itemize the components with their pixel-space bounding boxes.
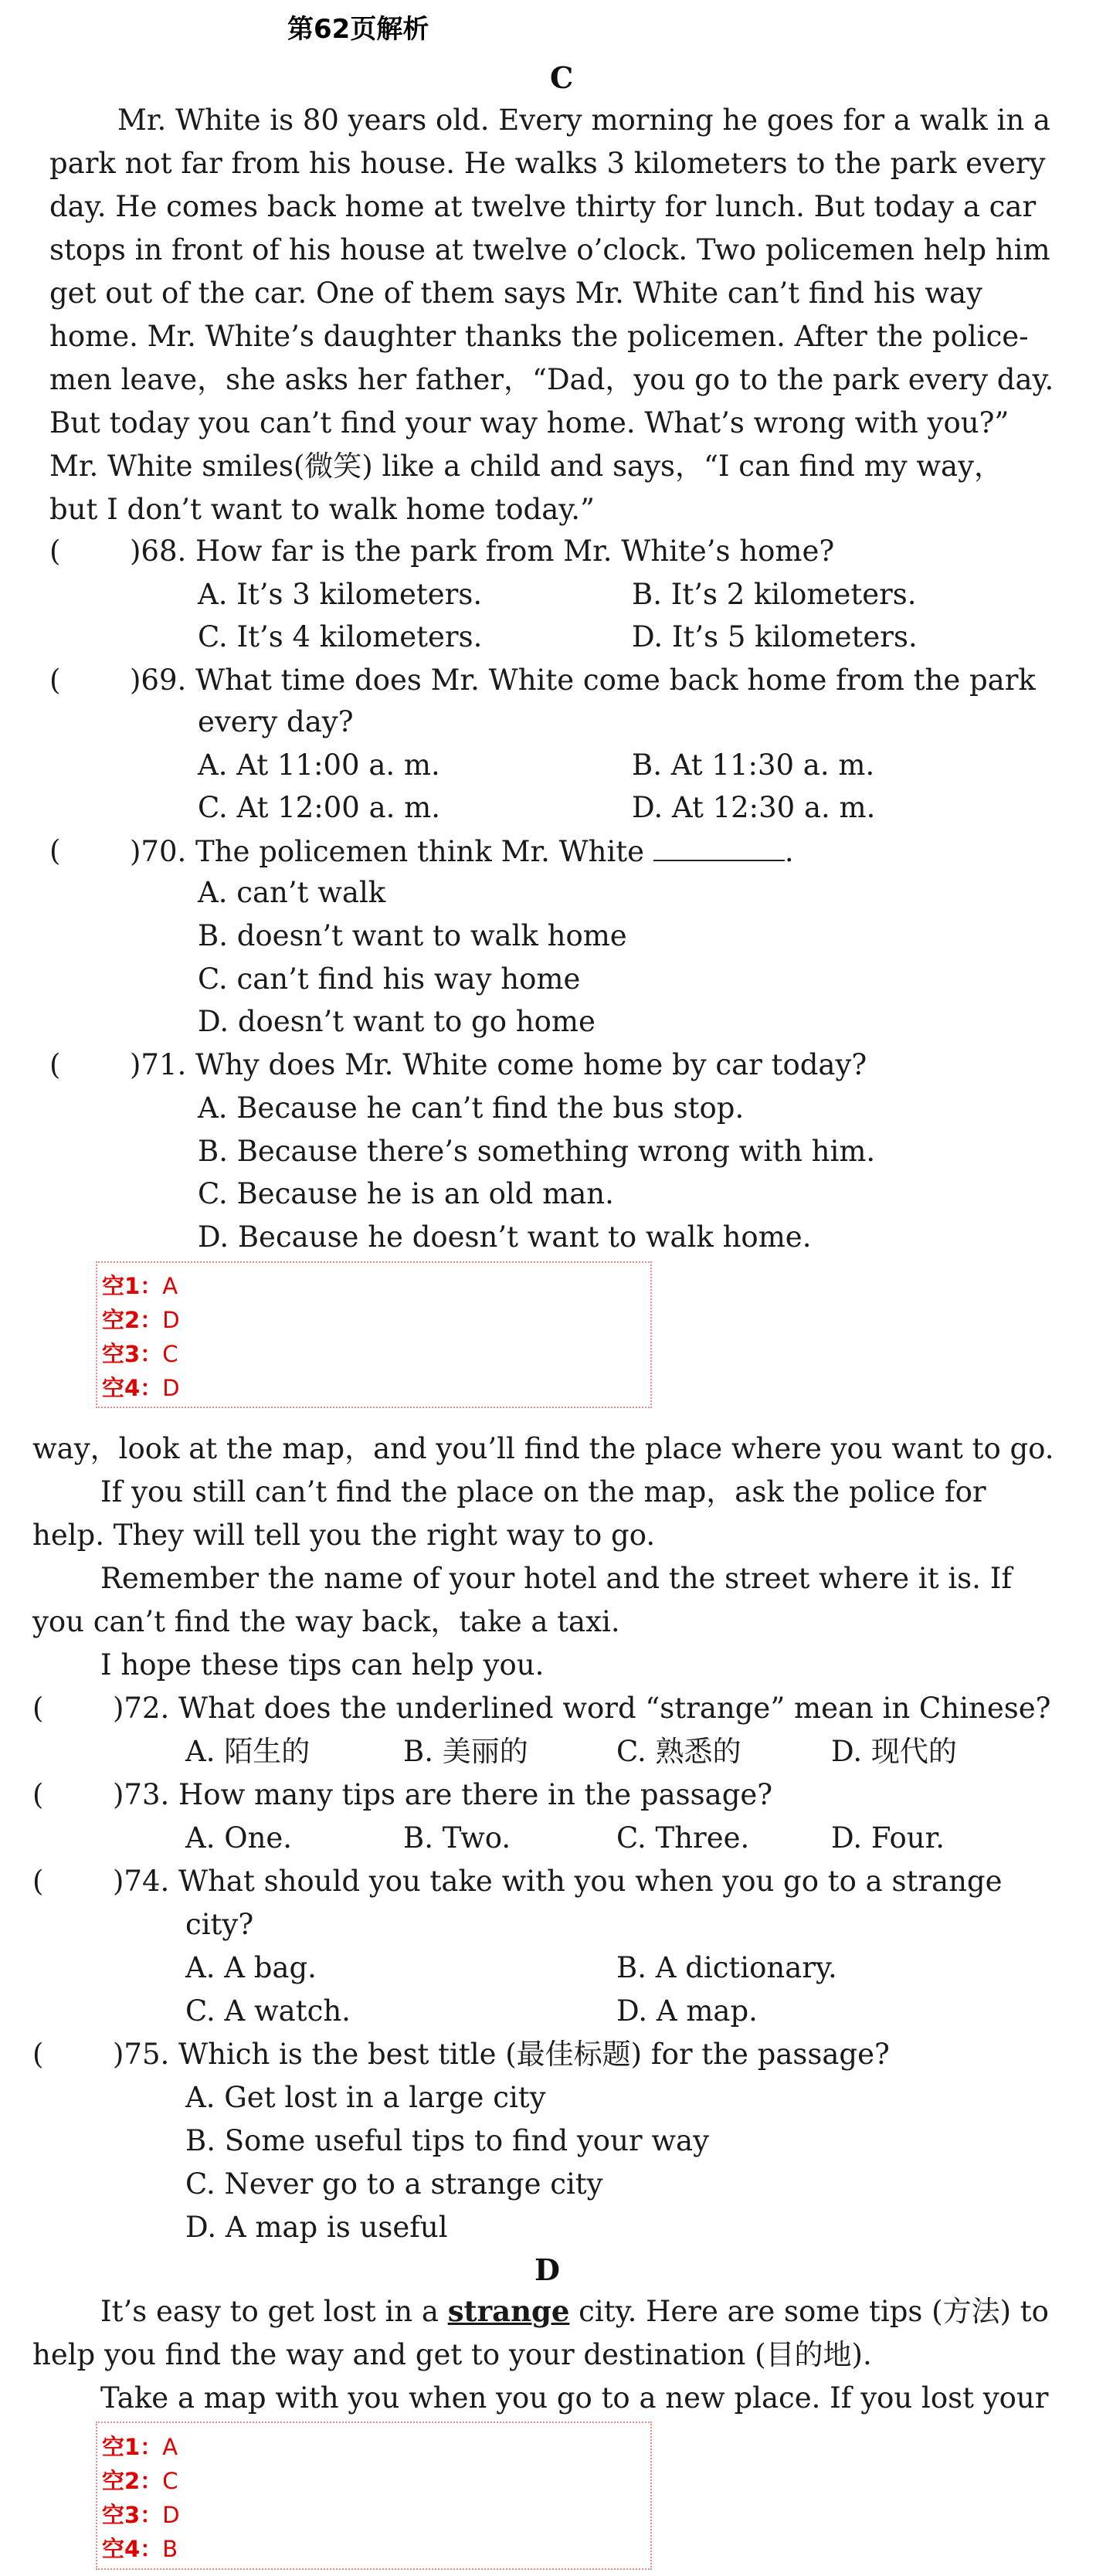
answer-label: 空2： <box>102 2468 163 2494</box>
passage-d-text: It’s easy to get lost in a <box>100 2295 448 2328</box>
underlined-word-strange: strange <box>447 2294 570 2328</box>
passage-c-line: park not far from his house. He walks 3 kilometers to the park every <box>49 147 1046 180</box>
passage-d-line: Remember the name of your hotel and the street where it is. If <box>100 1562 1013 1595</box>
passage-c-line: Mr. White is 80 years old. Every morning he goes for a walk in a <box>117 104 1050 137</box>
passage-d-intro-line: Take a map with you when you go to a new place. If you lost your <box>100 2381 1049 2415</box>
passage-c-line: But today you can’t find your way home. What’s wrong with you?” <box>49 406 1010 440</box>
passage-d-line: I hope these tips can help you. <box>100 1648 545 1682</box>
answer-value: D <box>162 1375 180 1401</box>
answer-item <box>102 1371 180 1403</box>
question-69-stem: )69. What time does Mr. White come back home from the park <box>130 664 1036 697</box>
question-68-option-d: D. It’s 5 kilometers. <box>632 620 918 653</box>
answer-label: 空4： <box>102 1375 163 1401</box>
question-71-option-d: D. Because he doesn’t want to walk home. <box>198 1220 812 1254</box>
question-69-option-b: B. At 11:30 a. m. <box>632 748 875 782</box>
answer-value: A <box>162 1273 178 1299</box>
answer-value: D <box>162 2502 180 2528</box>
passage-c-line: day. He comes back home at twelve thirty for lunch. But today a car <box>49 190 1037 223</box>
answer-bracket: ( <box>49 664 61 697</box>
question-69-option-d: D. At 12:30 a. m. <box>632 791 876 824</box>
answer-item <box>102 1269 178 1301</box>
question-71-option-c: C. Because he is an old man. <box>198 1177 614 1210</box>
question-74-stem: )74. What should you take with you when you go to a strange <box>113 1865 1003 1898</box>
question-72-option-c: C. 熟悉的 <box>616 1735 741 1768</box>
passage-c-line: men leave，she asks her father，“Dad，you go to the park every day. <box>49 363 1054 396</box>
passage-c-line: but I don’t want to walk home today.” <box>49 493 595 526</box>
passage-d-intro-line <box>100 2294 1049 2328</box>
question-68-option-b: B. It’s 2 kilometers. <box>632 578 917 611</box>
answer-label: 空3： <box>102 2502 163 2528</box>
question-68-option-a: A. It’s 3 kilometers. <box>198 578 483 611</box>
question-74-option-a: A. A bag. <box>185 1951 317 1984</box>
passage-d-line: help. They will tell you the right way to go. <box>32 1519 656 1552</box>
passage-d-line: way，look at the map，and you’ll find the place where you want to go. <box>32 1432 1054 1465</box>
answer-bracket: ( <box>32 1865 44 1898</box>
answer-item <box>102 2498 180 2530</box>
answer-value: D <box>162 1307 180 1333</box>
question-72-option-d: D. 现代的 <box>831 1735 957 1768</box>
answer-bracket: ( <box>32 1778 44 1811</box>
question-75-option-b: B. Some useful tips to find your way <box>185 2124 709 2157</box>
question-71-option-a: A. Because he can’t find the bus stop. <box>198 1091 745 1125</box>
passage-d-line: If you still can’t find the place on the map，ask the police for <box>100 1475 986 1509</box>
question-70-text: )70. The policemen think Mr. White <box>130 835 645 868</box>
question-69-option-a: A. At 11:00 a. m. <box>198 748 440 782</box>
question-72-option-a: A. 陌生的 <box>185 1735 310 1768</box>
question-69-stem-cont: every day? <box>198 705 354 738</box>
question-72-stem: )72. What does the underlined word “strange” mean in Chinese? <box>113 1692 1051 1725</box>
section-heading-d: D <box>534 2252 560 2287</box>
answer-bracket: ( <box>49 535 61 568</box>
section-heading-c: C <box>550 60 574 95</box>
question-70-option-d: D. doesn’t want to go home <box>198 1005 596 1038</box>
answer-value: C <box>162 1341 178 1367</box>
question-70-option-a: A. can’t walk <box>198 876 386 909</box>
question-70-option-c: C. can’t find his way home <box>198 962 581 996</box>
question-75-stem: )75. Which is the best title (最佳标题) for the passage? <box>113 2038 890 2071</box>
question-74-option-d: D. A map. <box>616 1994 758 2028</box>
answer-bracket: ( <box>32 1692 44 1725</box>
question-71-stem: )71. Why does Mr. White come home by car today? <box>130 1048 867 1081</box>
question-73-option-a: A. One. <box>185 1821 293 1855</box>
question-73-option-c: C. Three. <box>616 1821 750 1855</box>
answer-label: 空1： <box>102 2434 163 2460</box>
question-73-option-b: B. Two. <box>403 1821 511 1855</box>
question-68-option-c: C. It’s 4 kilometers. <box>198 620 483 653</box>
answer-value: C <box>162 2468 178 2494</box>
answer-bracket: ( <box>49 834 61 867</box>
question-75-option-a: A. Get lost in a large city <box>185 2081 546 2114</box>
answer-item <box>102 1337 178 1369</box>
answer-bracket: ( <box>32 2038 44 2071</box>
answer-label: 空1： <box>102 1273 163 1299</box>
passage-c-line: home. Mr. White’s daughter thanks the policemen. After the police- <box>49 320 1029 353</box>
passage-d-text: city. Here are some tips (方法) to <box>569 2295 1049 2328</box>
question-69-option-c: C. At 12:00 a. m. <box>198 791 441 824</box>
question-70-option-b: B. doesn’t want to walk home <box>198 919 627 952</box>
question-75-option-d: D. A map is useful <box>185 2211 448 2244</box>
page-header-title: 第62页解析 <box>287 14 429 45</box>
answer-label: 空3： <box>102 1341 163 1367</box>
passage-d-line: you can’t find the way back，take a taxi. <box>32 1605 620 1638</box>
answer-item <box>102 2464 178 2496</box>
passage-c-line: get out of the car. One of them says Mr. White can’t find his way <box>49 277 982 310</box>
passage-d-intro-line: help you find the way and get to your destination (目的地). <box>32 2338 872 2371</box>
answer-label: 空2： <box>102 1307 163 1333</box>
passage-c-line: Mr. White smiles(微笑) like a child and says，“I can find my way， <box>49 450 1003 483</box>
answer-value: A <box>162 2434 178 2460</box>
answer-label: 空4： <box>102 2536 163 2562</box>
answer-bracket: ( <box>49 1048 61 1081</box>
answer-box-d <box>96 2422 652 2570</box>
question-70-stem <box>130 837 794 866</box>
question-75-option-c: C. Never go to a strange city <box>185 2167 603 2201</box>
question-74-option-c: C. A watch. <box>185 1994 351 2028</box>
answer-item <box>102 1303 180 1335</box>
answer-item <box>102 2430 178 2462</box>
question-70-period: . <box>784 835 794 868</box>
question-73-stem: )73. How many tips are there in the passage? <box>113 1778 773 1811</box>
question-72-option-b: B. 美丽的 <box>403 1735 528 1768</box>
question-74-option-b: B. A dictionary. <box>616 1951 837 1984</box>
question-68-stem: )68. How far is the park from Mr. White’s home? <box>130 535 835 568</box>
fill-blank <box>653 837 785 861</box>
answer-value: B <box>162 2536 178 2562</box>
question-73-option-d: D. Four. <box>831 1821 945 1855</box>
question-74-stem-cont: city? <box>185 1908 254 1941</box>
passage-c-line: stops in front of his house at twelve o’clock. Two policemen help him <box>49 233 1050 266</box>
answer-item <box>102 2532 178 2564</box>
question-71-option-b: B. Because there’s something wrong with him. <box>198 1135 876 1168</box>
